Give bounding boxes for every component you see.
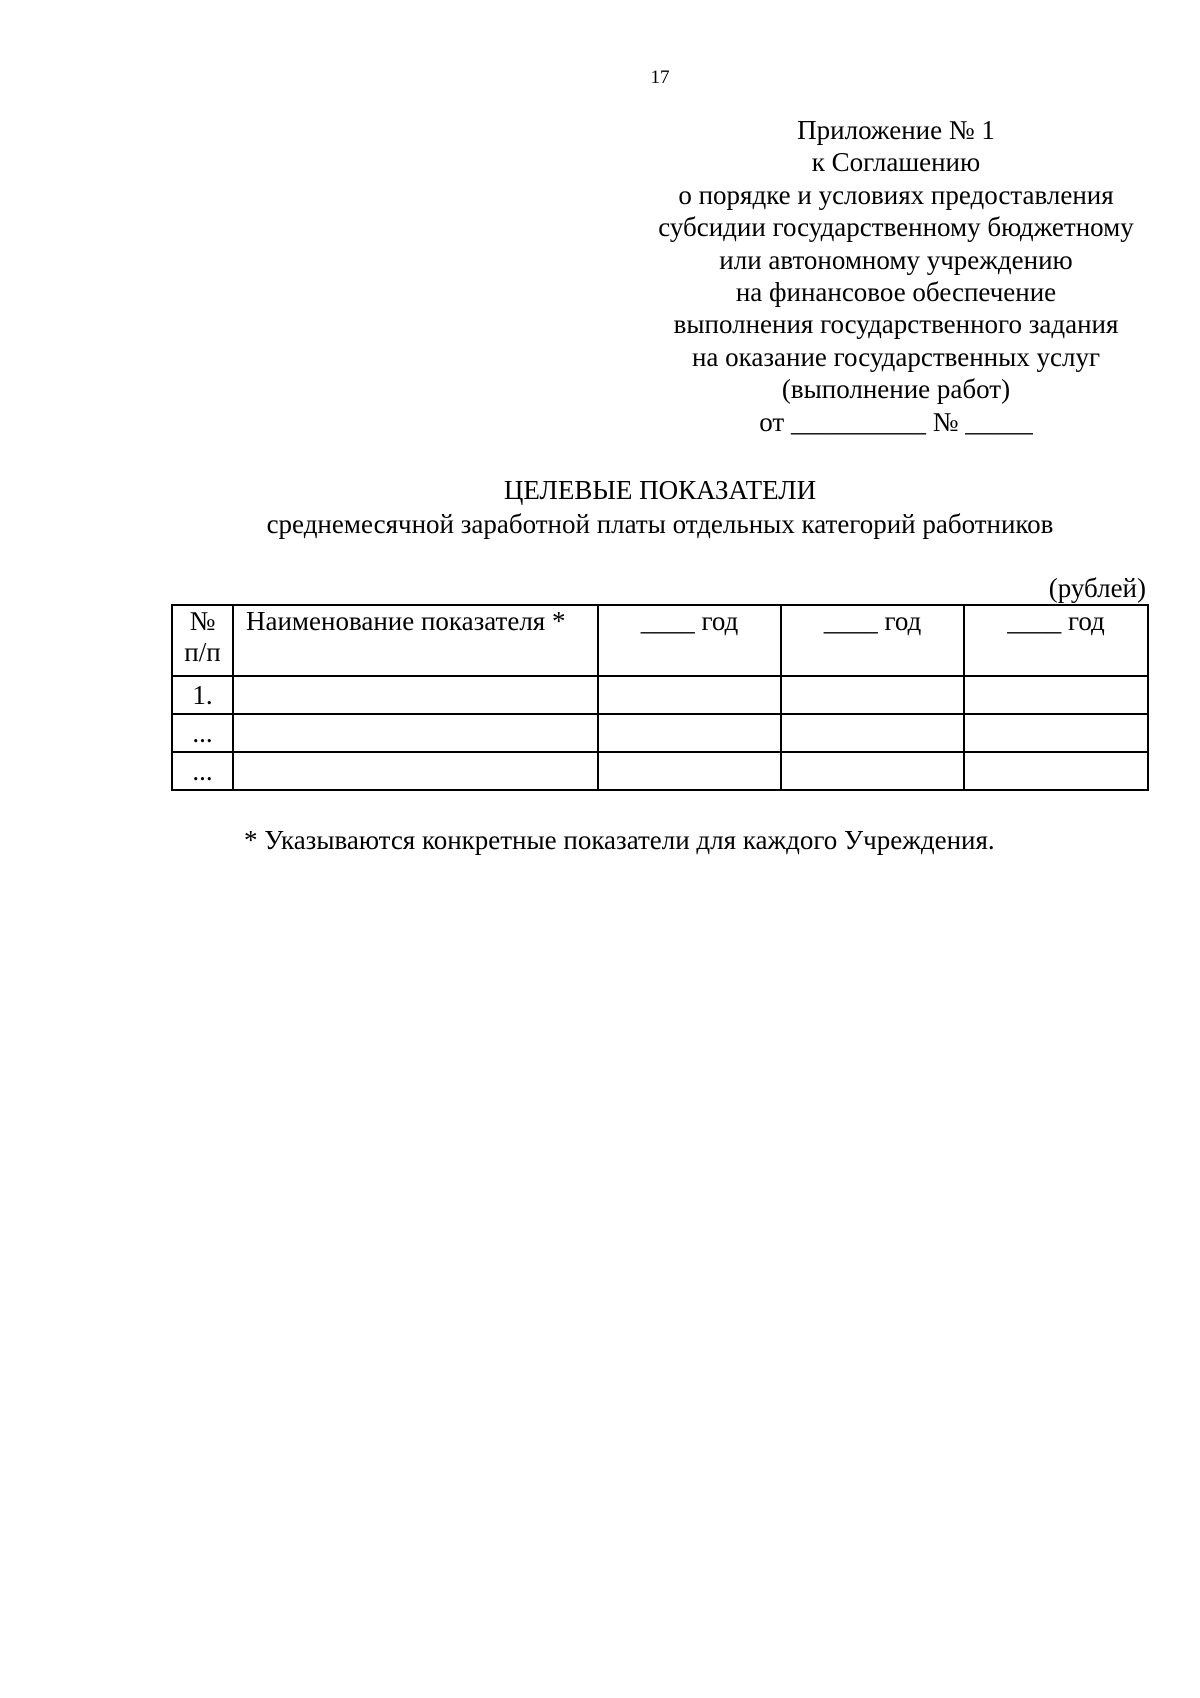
row-year-1-value xyxy=(598,676,781,714)
appendix-line: (выполнение работ) xyxy=(781,374,1011,405)
appendix-line: к Соглашению xyxy=(811,147,981,178)
row-indicator-name xyxy=(233,752,598,790)
appendix-line: или автономному учреждению xyxy=(719,244,1073,275)
title-block xyxy=(170,473,1150,541)
table-header-row xyxy=(172,605,1148,676)
row-number: ... xyxy=(172,714,233,752)
footnote: * Указываются конкретные показатели для каждого Учреждения. xyxy=(244,825,995,855)
header-year-2: ____ год xyxy=(781,605,964,676)
row-number: ... xyxy=(172,752,233,790)
appendix-line: выполнения государственного задания xyxy=(673,309,1119,340)
row-year-2-value xyxy=(781,676,964,714)
appendix-line: на финансовое обеспечение xyxy=(735,277,1057,308)
appendix-line: Приложение № 1 xyxy=(797,115,995,145)
row-indicator-name xyxy=(233,676,598,714)
units-label: (рублей) xyxy=(1048,573,1146,603)
indicators-table xyxy=(171,604,1149,791)
row-number: 1. xyxy=(172,676,233,714)
appendix-header xyxy=(596,114,1196,438)
row-year-3-value xyxy=(964,676,1148,714)
appendix-line: на оказание государственных услуг xyxy=(691,341,1101,372)
header-year-1: ____ год xyxy=(598,605,781,676)
appendix-line: от __________ № _____ xyxy=(759,406,1033,437)
header-number: № п/п xyxy=(172,605,233,676)
row-indicator-name xyxy=(233,714,598,752)
table-row xyxy=(172,714,1148,752)
row-year-3-value xyxy=(964,752,1148,790)
row-year-2-value xyxy=(781,714,964,752)
page-number: 17 xyxy=(650,67,670,88)
table-row xyxy=(172,752,1148,790)
row-year-3-value xyxy=(964,714,1148,752)
header-year-3: ____ год xyxy=(964,605,1148,676)
row-year-2-value xyxy=(781,752,964,790)
row-year-1-value xyxy=(598,752,781,790)
table-row xyxy=(172,676,1148,714)
row-year-1-value xyxy=(598,714,781,752)
header-indicator-name: Наименование показателя * xyxy=(233,605,598,676)
appendix-line: о порядке и условиях предоставления xyxy=(678,179,1114,210)
document-title: ЦЕЛЕВЫЕ ПОКАЗАТЕЛИ xyxy=(503,475,817,505)
appendix-line: субсидии государственному бюджетному xyxy=(658,212,1134,243)
document-subtitle: среднемесячной заработной платы отдельных категорий работников xyxy=(266,509,1054,539)
